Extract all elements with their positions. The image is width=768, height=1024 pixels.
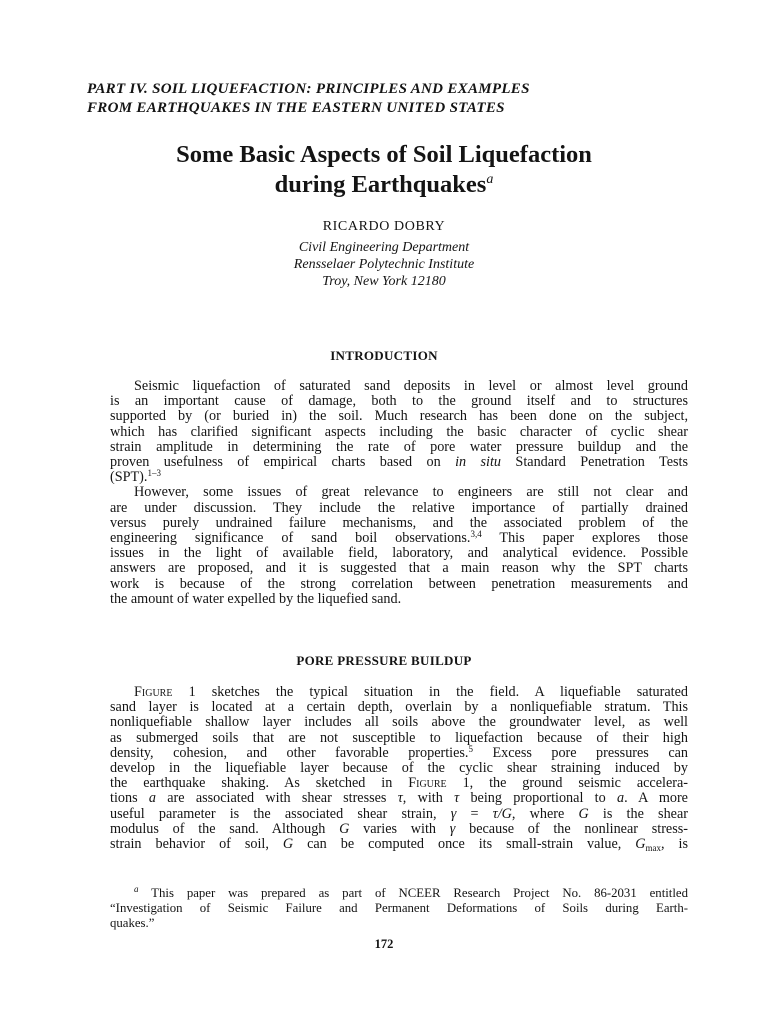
text-line: nonliquefiable shallow layer includes all soils above the groundwater level, as well [110,714,688,731]
text-run: , the ground seismic accelera- [469,775,688,792]
footnote-line [110,886,688,901]
pore-pressure-body [110,685,688,852]
text-line [110,743,689,761]
figure-number: 1 [188,684,196,700]
text-line [110,776,688,791]
text-line: as submerged soils that are not susceptible to liquefaction because of their high [110,729,688,746]
figure-number: 1 [462,775,470,792]
text-line: However, some issues of great relevance to engineers are still not clear and [134,484,688,501]
text-run: This paper explores those [481,530,689,547]
text-line: versus purely undrained failure mechanisms, and the associated problem of the [110,514,688,531]
text-line [110,455,688,470]
text-run: density, cohesion, and other favorable properties. [110,744,469,761]
affiliation-line: Troy, New York 12180 [322,274,446,289]
text-line: the amount of water expelled by the liquefied sand. [110,590,402,607]
section-heading-introduction: INTRODUCTION [330,348,438,363]
text-line: supported by (or buried in) the soil. Much research has been done on the subject, [110,408,688,425]
citation-superscript: 1–3 [147,468,161,479]
text-line: is an important cause of damage, both to the ground itself and to structures [110,393,688,410]
symbol-tau: τ [454,790,460,807]
footnote-line: “Investigation of Seismic Failure and Permanent Deformations of Soils during Earth- [110,901,688,915]
text-line: develop in the liquefiable layer because of the cyclic shear straining induced by [110,760,688,777]
affiliation-line: Rensselaer Polytechnic Institute [293,257,475,272]
symbol-gamma: γ [449,820,456,837]
symbol-g: G [578,805,589,822]
footnote-marker: a [134,884,139,894]
text-run: are associated with shear stresses [155,790,398,807]
text-run: (SPT). [110,469,148,486]
text-run: , with [402,790,455,807]
text-line: work is because of the strong correlation between penetration measurements and [110,575,688,592]
paper-title [84,140,684,200]
symbol-a: a [616,790,625,807]
symbol-g: G [282,836,294,853]
text-run-italic: in situ [455,454,502,471]
title-line-text: during Earthquakes [274,171,487,198]
text-line [110,531,688,546]
symbol-g: G [339,820,350,837]
text-run: tions [110,790,149,807]
text-line: are under discussion. They include the relative importance of partially drained [110,499,688,516]
title-line [84,170,684,200]
text-run: strain behavior of soil, [110,836,283,853]
section-heading-pore-pressure: PORE PRESSURE BUILDUP [296,653,472,668]
author-affiliation [84,239,684,290]
introduction-body [110,379,688,607]
text-line: which has clarified significant aspects including the basic character of cyclic shear [110,423,688,440]
figure-reference: Figure [408,775,447,792]
symbol-tau-over-g: τ/G [492,805,512,822]
text-run: , where [511,805,579,822]
text-run: the earthquake shaking. As sketched in [110,775,409,792]
text-line: Seismic liquefaction of saturated sand deposits in level or almost level ground [134,378,688,394]
text-run: sketches the typical situation in the field. A liquefiable saturated [195,684,688,700]
text-run: This paper was prepared as part of NCEER Research Project No. 86-2031 entitled [138,886,688,900]
text-run: , is [661,836,689,853]
title-footnote-marker: a [486,172,494,187]
text-line: strain amplitude in determining the rate of pore water pressure buildup and the [110,438,688,455]
text-line [110,685,688,700]
text-run: . A more [624,790,688,807]
text-line [110,822,688,837]
text-line [110,837,688,852]
part-heading [87,80,687,118]
citation-superscript: 5 [468,743,473,754]
text-run: being proportional to [459,790,617,807]
text-run: can be computed once its small-strain value, [293,836,636,853]
author-name: RICARDO DOBRY [322,219,446,234]
symbol-g: G [635,836,646,853]
text-run: Excess pore pressures can [472,744,689,761]
text-line [110,470,688,485]
text-run: = [456,805,493,822]
symbol-a: a [148,790,156,807]
figure-reference: Figure [134,684,173,700]
symbol-gamma: γ [450,805,457,822]
part-heading-line: PART IV. SOIL LIQUEFACTION: PRINCIPLES AND EXAMPLES [87,81,530,97]
text-line: sand layer is located at a certain depth, overlain by a nonliquefiable stratum. This [110,699,688,716]
part-heading-line: FROM EARTHQUAKES IN THE EASTERN UNITED STATES [87,100,505,116]
text-line: answers are proposed, and it is suggested that a main reason why the SPT charts [110,560,688,577]
footnote [110,886,688,931]
text-run: varies with [349,820,450,837]
text-run: engineering significance of sand boil observations. [110,530,471,547]
text-run: Standard Penetration Tests [501,454,688,471]
text-line [110,807,688,822]
affiliation-line: Civil Engineering Department [298,240,470,255]
text-line: issues in the light of available field, laboratory, and analytical evidence. Possible [110,545,688,562]
text-run: proven usefulness of empirical charts based on [110,454,456,471]
title-line: Some Basic Aspects of Soil Liquefaction [176,141,592,168]
subscript-max: max [645,843,662,854]
text-run: is the shear [588,805,688,822]
text-run: useful parameter is the associated shear strain, [110,805,451,822]
symbol-tau: τ [397,790,403,807]
text-run: modulus of the sand. Although [110,820,340,837]
footnote-line: quakes.” [110,916,155,930]
citation-superscript: 3,4 [470,529,482,540]
text-line [110,791,688,806]
text-run: because of the nonlinear stress- [455,820,688,837]
page-number: 172 [374,937,394,951]
